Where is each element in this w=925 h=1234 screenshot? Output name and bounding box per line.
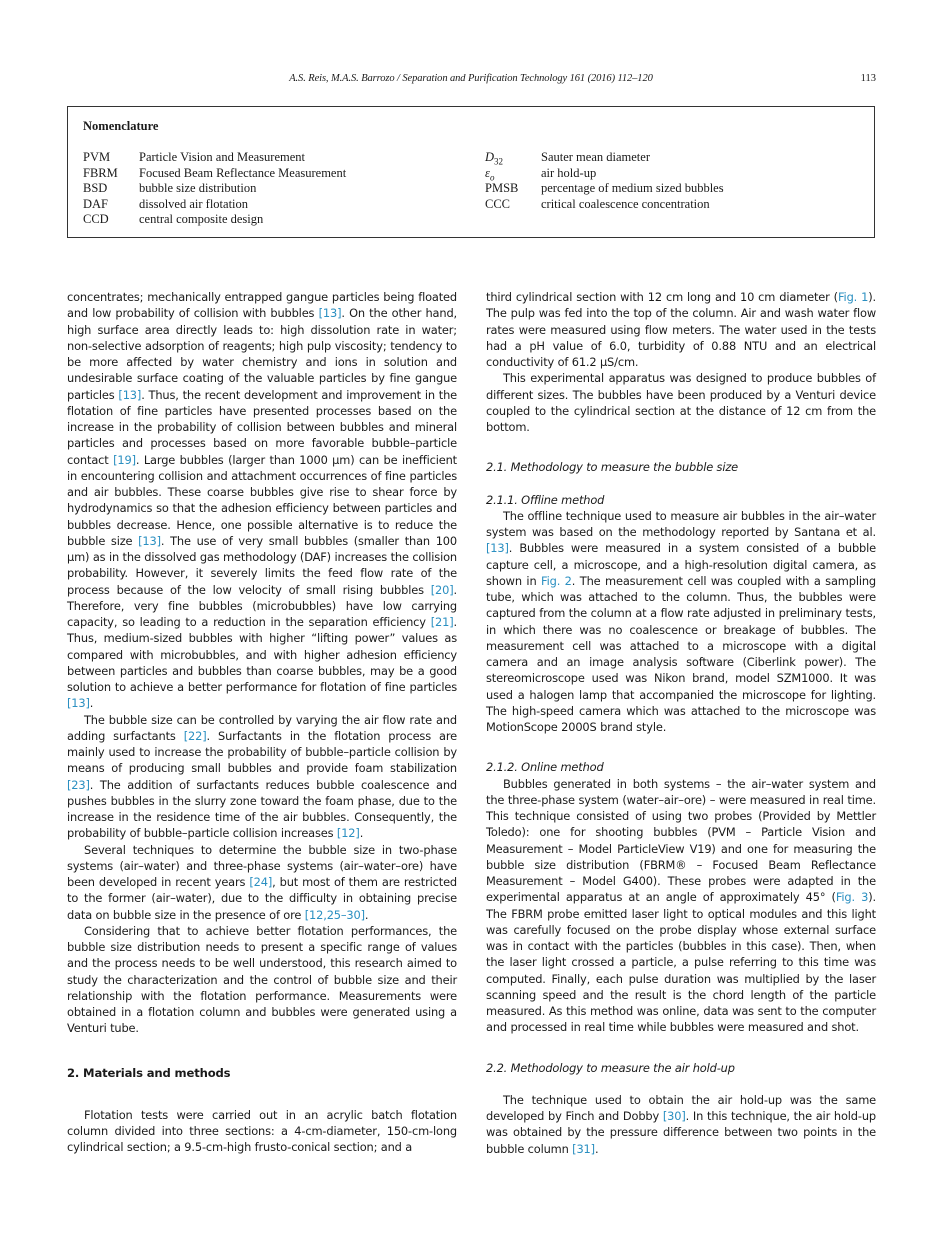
subsubsection-heading: 2.1.2. Online method	[486, 760, 604, 775]
symbol-subscript: 32	[494, 156, 504, 167]
body-paragraph	[486, 1092, 876, 1157]
nomenclature-entry	[83, 150, 346, 166]
left-text-column	[67, 289, 457, 1156]
body-paragraph	[486, 508, 876, 736]
body-paragraph: Flotation tests were carried out in an acrylic batch flotation column divided into three sections: a 4-cm-diameter, 150-cm-long cylindrical section; a 9.5-cm-high frusto-conical section; and a	[67, 1107, 457, 1155]
citation-link[interactable]: [30]	[662, 1109, 686, 1123]
page-number: 113	[860, 73, 876, 84]
nomenclature-definition: Sauter mean diameter	[541, 150, 650, 164]
symbol-base: ε	[485, 165, 490, 180]
text-run: Bubbles generated in both systems – the air–water system and the three-phase system (water–air–ore) – were measured in real time. This technique consisted of using two probes (Provided by Mettler Toledo): one for shooting bubbles (PVM – Particle Vision and Measurement – Model ParticleView V19) and one for measuring the bubble size distribution (FBRM® – Focused Beam Reflectance Measurement – Model G400). These probes were adapted in the experimental apparatus at an angle of approximately 45° (	[486, 776, 876, 905]
citation-link[interactable]: [12]	[336, 826, 360, 841]
nomenclature-definition: air hold-up	[541, 165, 597, 180]
body-paragraph	[67, 842, 457, 923]
journal-citation: A.S. Reis, M.A.S. Barrozo / Separation and Purification Technology 161 (2016) 112–120	[289, 73, 653, 84]
right-text-column	[486, 289, 876, 1157]
nomenclature-entry	[485, 181, 724, 197]
text-run: . On the other hand, high surface area directly leads to: high dissolution rate in water; non-selective adsorption of reagents; high pulp viscosity; tendency to be more affected by water chemistry and ions in solution and undesirable surface coating of the valuable particles by fine gangue particles	[67, 306, 457, 402]
section-heading: 2. Materials and methods	[67, 1065, 231, 1080]
citation-link[interactable]: [20]	[430, 582, 454, 597]
citation-link[interactable]: [22]	[183, 728, 207, 743]
text-run: ). The pulp was fed into the top of the column. Air and wash water flow rates were measured using flow meters. The water used in the tests had a pH value of 6.0, turbidity of 0.88 NTU and an electrical conductivity of 61.2 μS/cm.	[486, 290, 876, 369]
citation-link[interactable]: [13]	[118, 387, 142, 402]
subsection-heading: 2.1. Methodology to measure the bubble size	[486, 460, 739, 475]
text-run: . Thus, the recent development and improvement in the flotation of fine particles have presented processes based on the increase in the probability of collision between bubbles and mineral particles and processes based on more favorable bubble–particle contact	[67, 387, 458, 467]
citation-link[interactable]: [21]	[430, 615, 454, 629]
text-run: Several techniques to determine the bubble size in two-phase systems (air–water) and three-phase systems (air–water–ore) have been developed in recent years	[67, 842, 457, 889]
figure-link[interactable]: Fig. 1	[837, 290, 869, 304]
nomenclature-entry	[485, 166, 724, 182]
citation-link[interactable]: [13]	[138, 533, 161, 548]
nomenclature-entry	[485, 150, 724, 166]
text-run: The bubble size can be controlled by varying the air flow rate and adding surfactants	[67, 712, 457, 743]
nomenclature-symbol: PMSB	[485, 181, 519, 195]
nomenclature-entry	[83, 181, 346, 197]
nomenclature-entry	[83, 197, 346, 213]
nomenclature-definition: Particle Vision and Measurement	[139, 150, 305, 164]
text-run: third cylindrical section with 12 cm long and 10 cm diameter (	[486, 290, 838, 304]
nomenclature-symbol: CCD	[83, 212, 109, 226]
nomenclature-symbol: DAF	[83, 196, 109, 211]
text-run: ). The FBRM probe emitted laser light to optical modules and this light was carefully focused on the probe display whose external surface was in contact with the particles (bubbles in this case). Then, when the laser light crossed a particle, a pulse referring to this time was computed. Finally, each pulse duration was multiplied by the laser scanning speed and the result is the chord length of the particle measured. As this method was online, data was sent to the computer and processed in real time while bubbles were measured and shot.	[486, 890, 876, 1035]
symbol-subscript: o	[489, 172, 495, 182]
subsection-heading: 2.2. Methodology to measure the air hold-up	[486, 1060, 735, 1075]
text-run: . The addition of surfactants reduces bubble coalescence and pushes bubbles in the slurry zone toward the foam phase, due to the increase in the residence time of the air bubbles. Consequently, the probability of bubble–particle collision increases	[67, 777, 457, 841]
text-run: .	[364, 907, 369, 922]
citation-link[interactable]: [13]	[318, 306, 342, 321]
nomenclature-definition: Focused Beam Reflectance Measurement	[139, 165, 347, 180]
body-paragraph	[486, 289, 876, 370]
body-paragraph	[67, 289, 457, 712]
nomenclature-left-column	[83, 150, 346, 228]
nomenclature-entry	[83, 212, 346, 228]
text-run: .	[594, 1141, 599, 1156]
figure-link[interactable]: Fig. 2	[541, 573, 572, 588]
text-run: . In this technique, the air hold-up was obtained by the pressure difference between two points in the bubble column	[486, 1109, 876, 1156]
citation-link[interactable]: [31]	[572, 1141, 595, 1156]
citation-link[interactable]: [24]	[249, 875, 273, 889]
text-run: The offline technique used to measure air bubbles in the air–water system was based on the methodology reported by Santana et al.	[486, 508, 876, 539]
nomenclature-definition: bubble size distribution	[139, 181, 257, 195]
nomenclature-definition: central composite design	[139, 212, 264, 226]
nomenclature-symbol: BSD	[83, 181, 108, 195]
nomenclature-entry	[485, 197, 724, 213]
text-run: .	[359, 826, 364, 841]
nomenclature-definition: percentage of medium sized bubbles	[541, 181, 724, 195]
body-paragraph	[486, 776, 876, 1036]
text-run: . Therefore, very fine bubbles (microbubbles) have low carrying capacity, so leading to a reduction in the separation efficiency	[67, 582, 457, 629]
citation-link[interactable]: [12,25–30]	[304, 907, 365, 922]
nomenclature-definition: dissolved air flotation	[139, 196, 249, 211]
nomenclature-entry	[83, 166, 346, 182]
text-run: concentrates; mechanically entrapped gangue particles being floated and low probability of collision with bubbles	[67, 290, 457, 321]
nomenclature-heading: Nomenclature	[83, 119, 159, 133]
symbol-base: D	[485, 150, 495, 164]
text-run: . Large bubbles (larger than 1000 μm) can be inefficient in encountering collision and attachment occurrences of fine particles and air bubbles. These coarse bubbles give rise to shear force by hydrodynamics so that the adhesion efficiency between particles and bubbles decrease. Hence, one possible alternative is to reduce the bubble size	[67, 452, 457, 548]
citation-link[interactable]: [19]	[113, 452, 136, 467]
citation-link[interactable]: [13]	[67, 696, 90, 711]
text-run: . The use of very small bubbles (smaller than 100 μm) as in the dissolved gas methodology (DAF) increases the collision probability. However, it severely limits the feed flow rate of the process because of the low velocity of small rising bubbles	[67, 533, 457, 597]
nomenclature-definition: critical coalescence concentration	[541, 196, 710, 211]
nomenclature-box	[67, 106, 875, 238]
body-paragraph: Considering that to achieve better flotation performances, the bubble size distribution needs to present a specific range of values and the process needs to be well understood, this research aimed to study the characterization and the control of bubble size and their relationship with the flotation performance. Measurements were obtained in a flotation column and bubbles were generated using a Venturi tube.	[67, 923, 457, 1036]
nomenclature-symbol: CCC	[485, 196, 511, 211]
text-run: The technique used to obtain the air hold-up was the same developed by Finch and Dobby	[486, 1092, 876, 1123]
running-head	[66, 73, 876, 87]
citation-link[interactable]: [13]	[486, 541, 509, 556]
subsubsection-heading: 2.1.1. Offline method	[486, 492, 605, 507]
text-run: . Thus, medium-sized bubbles with higher “lifting power” values as compared with microbubbles, and with higher adhesion efficiency between particles and bubbles than coarse bubbles, may be a good solution to achieve a better performance for flotation of fine particles	[67, 615, 457, 694]
text-run: .	[89, 696, 94, 711]
text-run: . The measurement cell was coupled with a sampling tube, which was attached to the column. Thus, the bubbles were captured from the column at a flow rate adjusted in preliminary tests, in which there was no coalescence or breakage of bubbles. The measurement cell was attached to a microscope with a digital camera and an image analysis software (Ciberlink power). The stereomicroscope used was Nikon brand, model SZM1000. It was used a halogen lamp that accompanied the microscope for lighting. The high-speed camera which was attached to the microscope was MotionScope 2000S brand style.	[486, 573, 876, 734]
nomenclature-symbol: PVM	[83, 150, 111, 164]
body-paragraph	[67, 712, 457, 842]
text-run: . Bubbles were measured in a system consisted of a bubble capture cell, a microscope, and a high-resolution digital camera, as shown in	[486, 541, 876, 588]
citation-link[interactable]: [23]	[67, 777, 90, 792]
figure-link[interactable]: Fig. 3	[835, 890, 869, 905]
nomenclature-right-column	[485, 150, 724, 212]
nomenclature-symbol: FBRM	[83, 165, 118, 180]
text-run: . Surfactants in the flotation process are mainly used to increase the probability of bubble–particle collision by means of producing small bubbles and provide foam stabilization	[67, 728, 457, 776]
text-run: , but most of them are restricted to the former (air–water), due to the difficulty in obtaining precise data on bubble size in the presence of ore	[67, 875, 458, 922]
body-paragraph: This experimental apparatus was designed to produce bubbles of different sizes. The bubbles have been produced by a Venturi device coupled to the cylindrical section at the distance of 12 cm from the bottom.	[486, 371, 876, 434]
